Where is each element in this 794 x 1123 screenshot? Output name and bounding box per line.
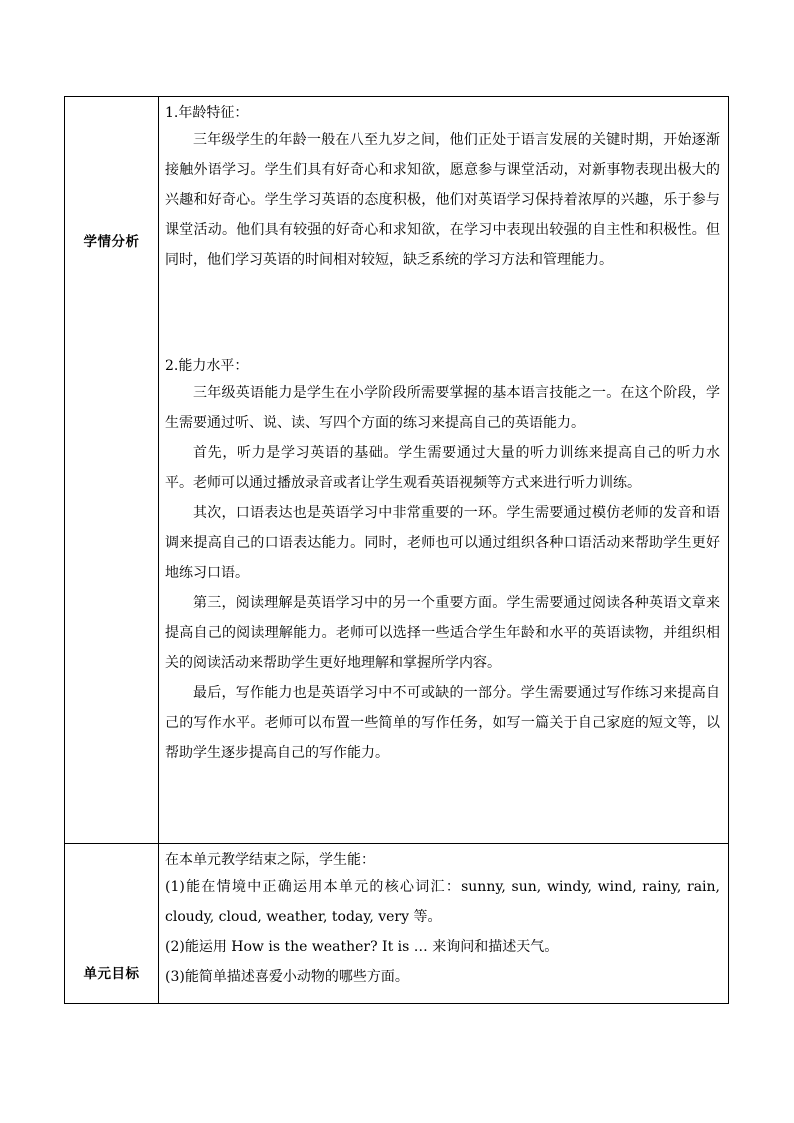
section-heading-age: 1.年龄特征：: [165, 105, 249, 121]
row-label-student-analysis: 学情分析: [83, 234, 140, 250]
goal-item: (1)能在情境中正确运用本单元的核心词汇：sunny, sun, windy, wind, rainy, rain, cloudy, cloud, weather, today, very 等。: [165, 879, 720, 925]
goal-item: (3)能简单描述喜爱小动物的哪些方面。: [165, 969, 409, 985]
paragraph-writing: 最后，写作能力也是英语学习中不可或缺的一部分。学生需要通过写作练习来提高自己的写作水平。老师可以布置一些简单的写作任务，如写一篇关于自己家庭的短文等，以帮助学生逐步提高自己的写作能力。: [165, 685, 720, 761]
paragraph-speaking: 其次，口语表达也是英语学习中非常重要的一环。学生需要通过模仿老师的发音和语调来提高自己的口语表达能力。同时，老师也可以通过组织各种口语活动来帮助学生更好地练习口语。: [165, 505, 720, 581]
row-label-cell: [65, 97, 159, 844]
lesson-plan-table: [64, 96, 729, 1004]
goals-intro: 在本单元教学结束之际，学生能：: [165, 852, 375, 868]
paragraph-listening: 首先，听力是学习英语的基础。学生需要通过大量的听力训练来提高自己的听力水平。老师可以通过播放录音或者让学生观看英语视频等方式来进行听力训练。: [165, 445, 720, 491]
goal-item: (2)能运用 How is the weather? It is … 来询问和描述天气。: [165, 939, 559, 955]
paragraph-ability-intro: 三年级英语能力是学生在小学阶段所需要掌握的基本语言技能之一。在这个阶段，学生需要通过听、说、读、写四个方面的练习来提高自己的英语能力。: [165, 385, 720, 431]
row-label-cell: [65, 844, 159, 1004]
row-label-unit-goals: 单元目标: [83, 966, 140, 982]
table-row: [65, 844, 729, 1004]
row-content-cell: [159, 97, 729, 844]
table-row: [65, 97, 729, 844]
spacer: [165, 275, 720, 352]
section-heading-ability: 2.能力水平：: [165, 358, 249, 374]
paragraph-reading: 第三，阅读理解是英语学习中的另一个重要方面。学生需要通过阅读各种英语文章来提高自己的阅读理解能力。老师可以选择一些适合学生年龄和水平的英语读物，并组织相关的阅读活动来帮助学生更好地理解和掌握所学内容。: [165, 595, 720, 671]
row-content-cell: [159, 844, 729, 1004]
paragraph-age: 三年级学生的年龄一般在八至九岁之间，他们正处于语言发展的关键时期，开始逐渐接触外语学习。学生们具有好奇心和求知欲，愿意参与课堂活动，对新事物表现出极大的兴趣和好奇心。学生学习英语的态度积极，他们对英语学习保持着浓厚的兴趣，乐于参与课堂活动。他们具有较强的好奇心和求知欲，在学习中表现出较强的自主性和积极性。但同时，他们学习英语的时间相对较短，缺乏系统的学习方法和管理能力。: [165, 132, 720, 268]
